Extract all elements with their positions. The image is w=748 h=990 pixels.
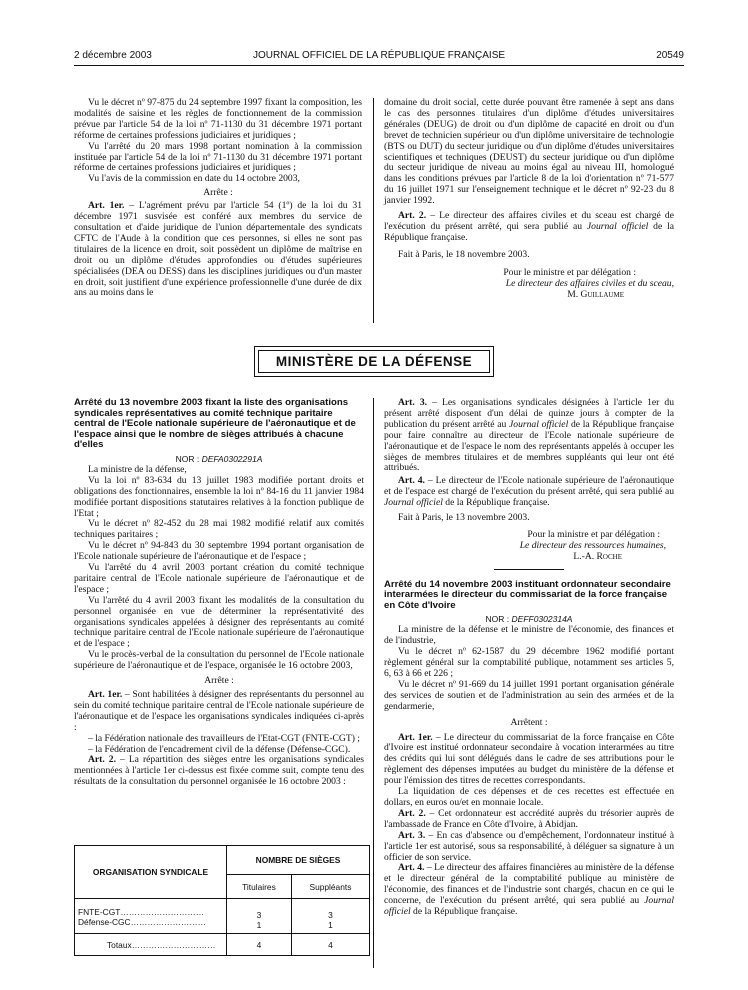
- cell-value: 3: [256, 910, 262, 920]
- cell-org: Défense-CGC………………………: [78, 917, 206, 927]
- article-2: Art. 2. – Le directeur des affaires civiles et du sceau est chargé de l'exécution du présent arrêté, qui sera publié au Journal officiel de la République française.: [384, 210, 674, 243]
- article-4: Art. 4. – Le directeur des affaires financières au ministère de la défense et le directeur général de la comptabilité publique au ministère de l'économie, des finances et de l'industrie sont chargés, chacun en ce qui le concerne, de l'exécution du présent arrêté, qui sera publié au Journal officiel de la République française.: [384, 862, 674, 918]
- page-header: [74, 50, 684, 64]
- article-label: Art. 4.: [398, 862, 425, 874]
- signature-line: Pour le ministre et par délégation :: [503, 266, 636, 278]
- cell-value: 3: [328, 910, 333, 920]
- visa: Vu le décret nº 94-843 du 30 septembre 1994 portant organisation de l'Ecole nationale supérieure de l'aéronautique et de l'espace ;: [74, 540, 364, 563]
- visa: Vu le décret nº 62-1587 du 29 décembre 1962 modifié portant règlement général sur la comptabilité publique, notamment ses articles 5, 6, 63 à 66 et 226 ;: [384, 646, 674, 679]
- bottom-right-column: [384, 398, 674, 918]
- article-4: Art. 4. – Le directeur de l'Ecole nationale supérieure de l'aéronautique et de l'espace est chargé de l'exécution du présent arrêté, qui sera publié au Journal officiel de la République française.: [384, 475, 674, 509]
- article-2: Art. 2. – Cet ordonnateur est accrédité auprès du trésorier auprès de l'ambassade de France en Côte d'Ivoire, à Abidjan.: [384, 807, 675, 830]
- article-3: Art. 3. – Les organisations syndicales désignées à l'article 1er du présent arrêté disposent d'un délai de quinze jours à compter de la publication du présent arrêté au Journal officiel de la République française pour faire connaître au directeur de l'Ecole nationale supérieure de l'aéronautique et de l'espace le nom des représentants appelés à occuper les sièges de membres titulaires et de membres suppléants qui leur ont été attribués.: [384, 397, 674, 474]
- cell-value: 1: [256, 920, 262, 930]
- cell-value: 1: [328, 920, 333, 930]
- total-value: 4: [291, 934, 369, 956]
- visa: Vu la loi nº 83-634 du 13 juillet 1983 modifiée portant droits et obligations des fonctionnaires, ensemble la loi nº 84-16 du 11 janvier 1984 modifiée portant dispositions statutaires relatives à la fonction publique de l'Etat ;: [74, 474, 364, 519]
- article-label: Art. 1er.: [398, 731, 433, 743]
- union-list: [88, 734, 364, 756]
- total-label: Totaux: [107, 939, 132, 950]
- journal-title: JOURNAL OFFICIEL DE LA RÉPUBLIQUE FRANÇAISE: [252, 50, 506, 61]
- visa: Vu le décret nº 97-875 du 24 septembre 1997 fixant la composition, les modalités de saisine et les règles de fonctionnement de la commission prévue par l'article 54 de la loi nº 71-1130 du 31 décembre 1971 portant réforme de certaines professions judiciaires et juridiques ;: [74, 97, 362, 141]
- signature-place-date: Fait à Paris, le 13 novembre 2003.: [398, 512, 530, 524]
- column-header: Titulaires: [227, 875, 292, 899]
- arrete-heading: Arrêtent :: [510, 716, 548, 728]
- cell-org: FNTE-CGT…………………………: [78, 907, 205, 917]
- column-header: NOMBRE DE SIÈGES: [227, 846, 370, 875]
- seats-table: [74, 845, 370, 956]
- article-1: Art. 1er. – Sont habilitées à désigner des représentants du personnel au sein du comité technique paritaire central de l'Ecole nationale supérieure de l'aéronautique et de l'espace les organisations syndicales indiquées ci-après :: [74, 689, 364, 733]
- arrete-heading: Arrête :: [203, 187, 233, 199]
- top-left-column: [74, 98, 362, 299]
- column-divider: [373, 98, 374, 323]
- article-continuation: domaine du droit social, cette durée pouvant être ramenée à sept ans dans le cas des personnes titulaires d'un diplôme d'études universitaires générales (DEUG) de droit ou d'un diplôme de capacité en droit ou d'un brevet de technicien supérieur ou d'un diplôme universitaire de technologie (BTS ou DUT) du secteur juridique ou d'un diplôme d'études universitaires scientifiques et techniques (DEUST) du secteur juridique ou d'un diplôme du secteur juridique de niveau au moins égal au niveau III, homologué dans les conditions prévues par l'article 8 de la loi d'orientation nº 71-577 du 16 juillet 1971 sur l'enseignement technique et le décret nº 92-23 du 8 janvier 1992.: [384, 97, 674, 207]
- nor-reference: NOR : DEFF0302314A: [485, 614, 573, 625]
- signatory-name: L.-A. Roche: [573, 550, 622, 562]
- bottom-left-column: [74, 398, 364, 788]
- article-label: Art. 2.: [88, 754, 116, 766]
- list-item: – la Fédération nationale des travailleurs de l'Etat-CGT (FNTE-CGT) ;: [88, 732, 360, 744]
- visa: Vu l'arrêté du 20 mars 1998 portant nomination à la commission instituée par l'article 54 de la loi nº 71-1130 du 31 décembre 1971 portant réforme de certaines professions judiciaires et juridiques ;: [74, 140, 362, 174]
- signature-line: Pour la ministre et par délégation :: [527, 528, 660, 540]
- column-header: ORGANISATION SYNDICALE: [75, 846, 227, 899]
- article-2: Art. 2. – La répartition des sièges entre les organisations syndicales mentionnées à l'article 1er ci-dessus est fixée comme suit, compte tenu des résultats de la consultation du personnel organisée le 16 octobre 2003 :: [74, 754, 364, 788]
- visa: Vu l'arrêté du 4 avril 2003 fixant les modalités de la consultation du personnel organisée en vue de déterminer la représentativité des organisations syndicales appelées à désigner des représentants au comité technique paritaire central de l'Ecole nationale supérieure de l'aéronautique et de l'espace ;: [74, 594, 364, 650]
- separator-rule: [494, 569, 564, 570]
- arrete-heading: Arrête :: [204, 675, 234, 687]
- visa: Vu le décret nº 82-452 du 28 mai 1982 modifié relatif aux comités techniques paritaires ;: [74, 518, 364, 541]
- column-divider: [373, 398, 374, 968]
- list-item: – la Fédération de l'encadrement civil de la défense (Défense-CGC).: [88, 743, 351, 755]
- visa: La ministre de la défense,: [88, 463, 187, 475]
- article-text: – L'agrément prévu par l'article 54 (1º) de la loi du 31 décembre 1971 susvisée est conféré aux membres du service de consultation et d'aide juridique de l'union départementale des syndicats CFTC de l'Aude à la condition que ces personnes, si elles ne sont pas titulaires de la licence en droit, soit possèdent un diplôme de maîtrise en droit ou un diplôme d'études approfondies ou d'études supérieures spécialisées (DEA ou DESS) dans les disciplines juridiques ou d'un master en droit, soit justifient d'une expérience professionnelle d'une durée de dix ans au moins dans le: [74, 200, 362, 299]
- arrete-title: Arrêté du 13 novembre 2003 fixant la liste des organisations syndicales représentatives au comité technique paritaire central de l'Ecole nationale supérieure de l'aéronautique et de l'espace ainsi que le nombre de sièges attribués à chacune d'elles: [74, 397, 356, 451]
- header-rule: [74, 65, 684, 66]
- signature-title: Le directeur des ressources humaines,: [519, 539, 666, 551]
- article-label: Art. 1er.: [88, 689, 123, 700]
- article-paragraph: La liquidation de ces dépenses et de ces recettes est effectuée en dollars, en euros ou/et en monnaie locale.: [384, 786, 674, 808]
- column-header: Suppléants: [291, 875, 369, 899]
- visa: Vu l'avis de la commission en date du 14 octobre 2003,: [88, 173, 300, 185]
- article-label: Art. 3.: [398, 829, 426, 841]
- total-value: 4: [227, 934, 292, 956]
- article-label: Art. 3.: [398, 397, 428, 408]
- visa: Vu le décret nº 91-669 du 14 juillet 1991 portant organisation générale des services de soutien et de l'administration au sein des armées et de la gendarmerie,: [384, 678, 674, 712]
- visa: Vu le procès-verbal de la consultation du personnel de l'Ecole nationale supérieure de l'aéronautique et de l'espace, organisée le 16 octobre 2003,: [74, 649, 364, 672]
- signature-place-date: Fait à Paris, le 18 novembre 2003.: [398, 248, 530, 260]
- visa: Vu l'arrêté du 4 avril 2003 portant création du comité technique paritaire central de l'Ecole nationale supérieure de l'aéronautique et de l'espace ;: [74, 562, 364, 595]
- signatory-name: M. Guillaume: [567, 288, 624, 300]
- article-label: Art. 2.: [398, 807, 426, 819]
- article-label: Art. 2.: [398, 210, 427, 222]
- article-1: Art. 1er. – Le directeur du commissariat de la force française en Côte d'Ivoire est institué ordonnateur secondaire à vocation interarmées au titre des crédits qui lui sont délégués dans le cadre de ses attributions pour le règlement des dépenses imputées au budget du ministère de la défense et pour l'émission des titres de recettes correspondants.: [384, 731, 675, 787]
- table-total-row: Totaux………………………… 4 4: [75, 934, 370, 956]
- article-1: [74, 201, 362, 299]
- issue-date: 2 décembre 2003: [74, 50, 152, 61]
- article-label: Art. 4.: [398, 475, 425, 487]
- page-number: 20549: [656, 50, 684, 61]
- top-right-column: [384, 98, 674, 300]
- ministry-heading: MINISTÈRE DE LA DÉFENSE: [254, 346, 494, 377]
- signature-title: Le directeur des affaires civiles et du sceau,: [505, 277, 674, 289]
- article-label: Art. 1er.: [88, 200, 125, 212]
- table-row: [75, 899, 370, 934]
- article-3: Art. 3. – En cas d'absence ou d'empêchement, l'ordonnateur institué à l'article 1er est autorisé, sous sa responsabilité, à déléguer sa signature à un officier de son service.: [384, 829, 675, 863]
- visa: La ministre de la défense et le ministre de l'économie, des finances et de l'industrie,: [384, 624, 674, 647]
- arrete-title: Arrêté du 14 novembre 2003 instituant ordonnateur secondaire interarmées le directeur du commissariat de la force française en Côte d'Ivoire: [384, 578, 671, 611]
- nor-reference: NOR : DEFA0302291A: [175, 453, 263, 464]
